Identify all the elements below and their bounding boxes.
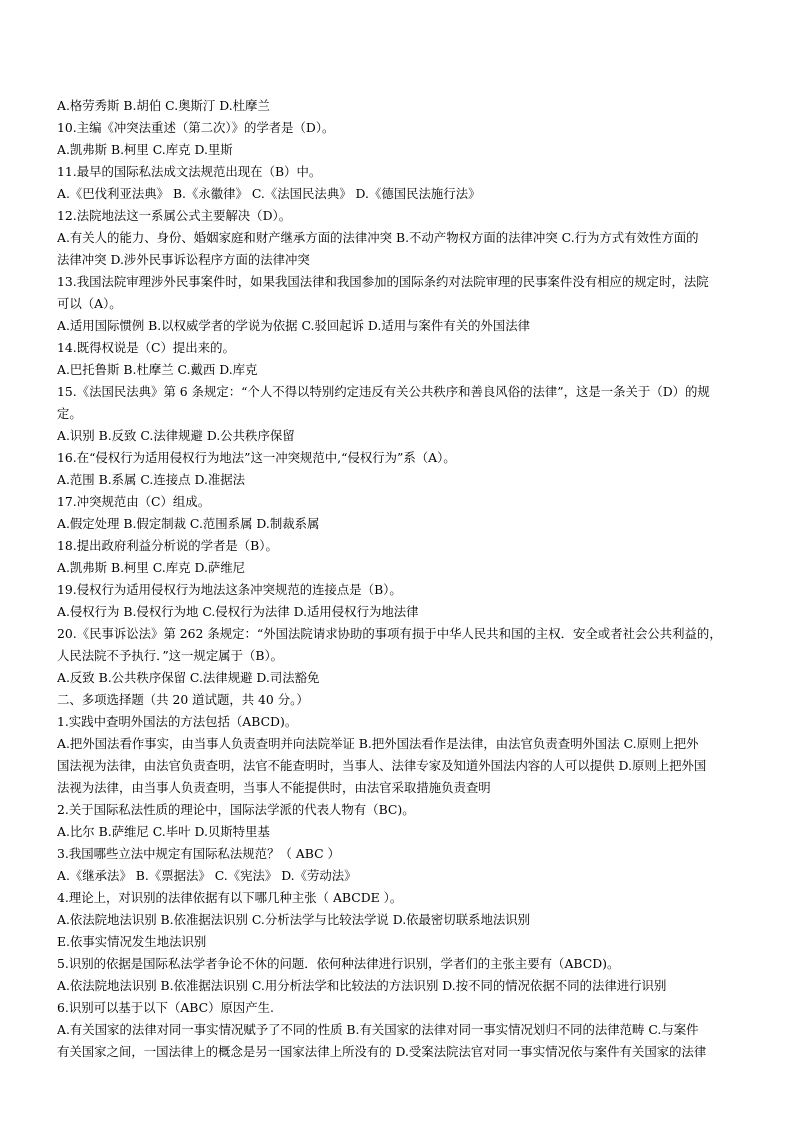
- question-line: 18.提出政府利益分析说的学者是（B）。: [57, 538, 278, 553]
- options-line: 法律冲突 D.涉外民事诉讼程序方面的法律冲突: [57, 252, 310, 267]
- options-line: A.依法院地法识别 B.依准据法识别 C.用分析法学和比较法的方法识别 D.按不同的情况依据不同的法律进行识别: [57, 978, 667, 993]
- document-page: [57, 95, 792, 1063]
- options-line: A.识别 B.反致 C.法律规避 D.公共秩序保留: [57, 428, 295, 443]
- question-line: 16.在“侵权行为适用侵权行为地法”这一冲突规范中,“侵权行为”系（A）。: [57, 450, 456, 465]
- options-line: A.把外国法看作事实，由当事人负责查明并向法院举证 B.把外国法看作是法律，由法官负责查明外国法 C.原则上把外: [57, 736, 699, 751]
- options-line: A.《继承法》 B.《票据法》 C.《宪法》 D.《劳动法》: [57, 868, 357, 883]
- question-line: 11.最早的国际私法成文法规范出现在（B）中。: [57, 164, 322, 179]
- question-line: 19.侵权行为适用侵权行为地法这条冲突规范的连接点是（B）。: [57, 582, 402, 597]
- options-line: A.有关国家的法律对同一事实情况赋予了不同的性质 B.有关国家的法律对同一事实情况划归不同的法律范畴 C.与案件: [57, 1022, 699, 1037]
- options-line: A.侵权行为 B.侵权行为地 C.侵权行为法律 D.适用侵权行为地法律: [57, 604, 419, 619]
- options-line: A.范围 B.系属 C.连接点 D.准据法: [57, 472, 246, 487]
- question-line: 6.识别可以基于以下（ABC）原因产生.: [57, 1000, 274, 1015]
- options-line: A.比尔 B.萨维尼 C.毕叶 D.贝斯特里基: [57, 824, 270, 839]
- question-line: 人民法院不予执行．”这一规定属于（B）。: [57, 648, 284, 663]
- question-line: 13.我国法院审理涉外民事案件时，如果我国法律和我国参加的国际条约对法院审理的民事案件没有相应的规定时，法院: [57, 274, 709, 289]
- question-line: 定。: [57, 406, 82, 421]
- question-line: 15.《法国民法典》第 6 条规定：“个人不得以特别约定违反有关公共秩序和善良风俗的法律”，这是一条关于（D）的规: [57, 384, 710, 399]
- options-line: 国法视为法律，由法官负责查明，法官不能查明时，当事人、法律专家及知道外国法内容的人可以提供 D.原则上把外国: [57, 758, 707, 773]
- question-line: 10.主编《冲突法重述（第二次）》的学者是（D）。: [57, 120, 335, 135]
- options-line: 法视为法律，由当事人负责查明，当事人不能提供时，由法官采取措施负责查明: [57, 780, 491, 795]
- question-line: 12.法院地法这一系属公式主要解决（D）。: [57, 208, 292, 223]
- question-line: 14.既得权说是（C）提出来的。: [57, 340, 235, 355]
- question-line: 17.冲突规范由（C）组成。: [57, 494, 211, 509]
- text-line: A.格劳秀斯 B.胡伯 C.奥斯汀 D.杜摩兰: [57, 98, 270, 113]
- options-line: A.反致 B.公共秩序保留 C.法律规避 D.司法豁免: [57, 670, 320, 685]
- options-line: 有关国家之间，一国法律上的概念是另一国家法律上所没有的 D.受案法院法官对同一事实情况依与案件有关国家的法律: [57, 1044, 707, 1059]
- options-line: A.依法院地法识别 B.依准据法识别 C.分析法学与比较法学说 D.依最密切联系地法识别: [57, 912, 531, 927]
- options-line: A.有关人的能力、身份、婚姻家庭和财产继承方面的法律冲突 B.不动产物权方面的法律冲突 C.行为方式有效性方面的: [57, 230, 699, 245]
- question-line: 20.《民事诉讼法》第 262 条规定：“外国法院请求协助的事项有损于中华人民共和国的主权．安全或者社会公共利益的，: [57, 626, 722, 641]
- question-line: 5.识别的依据是国际私法学者争论不休的问题．依何种法律进行识别，学者们的主张主要有（ABCD)。: [57, 956, 620, 971]
- question-line: 2.关于国际私法性质的理论中，国际法学派的代表人物有（BC)。: [57, 802, 415, 817]
- options-line: A.《巴伐利亚法典》 B.《永徽律》 C.《法国民法典》 D.《德国民法施行法》: [57, 186, 481, 201]
- options-line: A.假定处理 B.假定制裁 C.范围系属 D.制裁系属: [57, 516, 320, 531]
- options-line: E.依事实情况发生地法识别: [57, 934, 207, 949]
- options-line: A.巴托鲁斯 B.杜摩兰 C.戴西 D.库克: [57, 362, 258, 377]
- question-line: 4.理论上，对识别的法律依据有以下哪几种主张（ ABCDE ）。: [57, 890, 403, 905]
- section-heading: 二、多项选择题（共 20 道试题，共 40 分。）: [57, 692, 309, 707]
- options-line: A.凯弗斯 B.柯里 C.库克 D.萨维尼: [57, 560, 246, 575]
- options-line: A.适用国际惯例 B.以权威学者的学说为依据 C.驳回起诉 D.适用与案件有关的外国法律: [57, 318, 531, 333]
- question-line: 3.我国哪些立法中规定有国际私法规范？（ ABC ）: [57, 846, 340, 861]
- question-line: 可以（A）。: [57, 296, 122, 311]
- question-line: 1.实践中查明外国法的方法包括（ABCD)。: [57, 714, 298, 729]
- options-line: A.凯弗斯 B.柯里 C.库克 D.里斯: [57, 142, 233, 157]
